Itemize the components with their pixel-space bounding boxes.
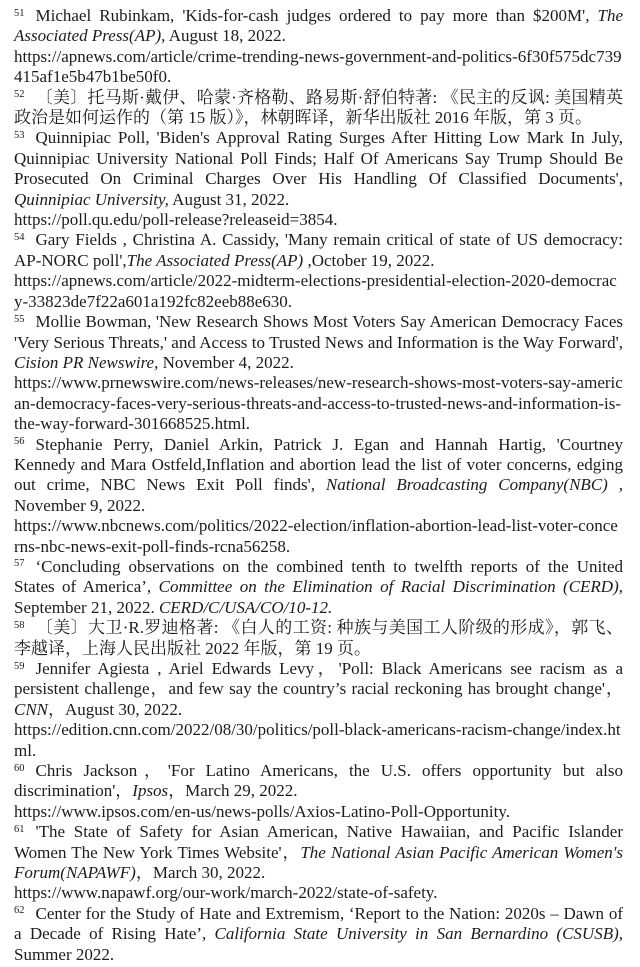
footnote-55 — [14, 312, 623, 434]
footnote-source-name: California State University in San Bernardino (CSUSB), — [214, 924, 623, 944]
footnote-text: Chris Jackson，'For Latino Americans, the U.S. offers opportunity but also discrimination'， — [14, 761, 623, 801]
footnote-source-name: Committee on the Elimination of Racial Discrimination (CERD), — [158, 577, 623, 597]
footnote-source-name: The Associated Press(AP) — [126, 250, 304, 270]
footnote-text: Gary Fields , Christina A. Cassidy, 'Many remain critical of state of US democracy: AP-NORC poll', — [14, 230, 623, 270]
footnote-text: 'The State of Safety for Asian American, Native Hawaiian, and Pacific Islander Women The New York Times Website'， — [14, 822, 623, 862]
footnote-number: 59 — [14, 660, 25, 672]
footnote-text: Quinnipiac Poll, 'Biden's Approval Rating Surges After Hitting Low Mark In July, Quinnipiac University National Poll Finds; Half Of Americans Say Trump Should Be Prosecuted On Criminal Charges Over His Handling Of Classified Documents', — [14, 128, 623, 189]
footnote-60 — [14, 761, 623, 822]
footnote-58 — [14, 618, 623, 659]
footnote-text: Michael Rubinkam, 'Kids-for-cash judges ordered to pay more than $200M', — [35, 6, 598, 25]
footnote-56 — [14, 435, 623, 557]
footnote-text: August 31, 2022. — [168, 189, 290, 209]
footnote-59 — [14, 659, 623, 761]
footnote-source-name: The National Asian Pacific American Women's Forum(NAPAWF) — [14, 842, 623, 883]
footnote-number: 52 — [14, 89, 25, 101]
footnote-51 — [14, 6, 623, 88]
footnote-source-name: National Broadcasting Company(NBC) — [325, 475, 608, 495]
footnote-number: 60 — [14, 762, 25, 774]
footnote-54 — [14, 230, 623, 312]
footnote-text: 〔美〕托马斯·戴伊、哈蒙·齐格勒、路易斯·舒伯特著: 《民主的反讽: 美国精英政治是如何运作的（第 15 版）》，林朝晖译，新华出版社 2016 年版，第 3 页。 — [14, 87, 623, 128]
footnote-url: https://apnews.com/article/2022-midterm-elections-presidential-election-2020-democracy-33823de7f22a601a192fc82eeb88e630. — [14, 271, 617, 311]
footnote-57 — [14, 557, 623, 618]
footnote-number: 61 — [14, 823, 25, 835]
footnote-number: 62 — [14, 905, 25, 917]
footnote-source-name: Quinnipiac University, — [14, 189, 169, 209]
footnote-number: 53 — [14, 129, 25, 141]
footnote-text: ，March 29, 2022. — [168, 781, 298, 801]
footnote-number: 51 — [14, 7, 25, 19]
footnote-source-name: CERD/C/USA/CO/10-12. — [158, 597, 333, 617]
footnote-52 — [14, 88, 623, 129]
footnote-53 — [14, 128, 623, 230]
footnotes-list — [14, 6, 623, 965]
footnote-url: https://poll.qu.edu/poll-release?releaseid=3854. — [14, 210, 338, 230]
footnote-text: ，March 30, 2022. — [135, 863, 266, 883]
footnote-number: 55 — [14, 313, 25, 325]
footnote-url: https://www.napawf.org/our-work/march-2022/state-of-safety. — [14, 883, 438, 903]
footnote-text: Mollie Bowman, 'New Research Shows Most Voters Say American Democracy Faces 'Very Serious Threats,' and Access to Trusted News and Information is the Way Forward', — [14, 312, 623, 352]
footnote-source-name: Ipsos — [132, 781, 169, 801]
footnote-number: 57 — [14, 558, 25, 570]
footnote-source-name: The Associated Press(AP), — [14, 6, 623, 46]
footnote-number: 56 — [14, 436, 25, 448]
footnote-text: ,October 19, 2022. — [303, 250, 435, 270]
footnote-text: Stephanie Perry, Daniel Arkin, Patrick J. Egan and Hannah Hartig, 'Courtney Kennedy and Mara Ostfeld,Inflation and abortion lead the list of voter concerns, edging out crime, NBC News Exit Poll finds', — [14, 434, 623, 495]
footnote-text: August 18, 2022. — [165, 26, 286, 46]
footnote-62 — [14, 904, 623, 965]
footnote-text: Center for the Study of Hate and Extremism, ‘Report to the Nation: 2020s – Dawn of a Decade of Rising Hate’, — [14, 903, 623, 944]
footnote-text: ‘Concluding observations on the combined tenth to twelfth reports of the United States of America’, — [14, 556, 623, 597]
footnote-url: https://edition.cnn.com/2022/08/30/politics/poll-black-americans-racism-change/index.html. — [14, 720, 621, 760]
footnote-text: November 4, 2022. — [158, 352, 294, 372]
footnote-text: Summer 2022. — [14, 944, 115, 964]
footnote-number: 58 — [14, 619, 25, 631]
footnote-text: , November 9, 2022. — [14, 475, 624, 515]
footnote-source-name: CNN — [14, 699, 49, 719]
footnote-url: https://www.ipsos.com/en-us/news-polls/Axios-Latino-Poll-Opportunity. — [14, 801, 510, 821]
footnote-text: September 21, 2022. — [14, 597, 159, 617]
footnote-source-name: Cision PR Newswire, — [14, 352, 159, 372]
footnote-url: https://apnews.com/article/crime-trending-news-government-and-politics-6f30f575dc739415af1e5b47b1be50f0. — [14, 46, 622, 87]
footnote-61 — [14, 822, 623, 904]
footnote-text: 〔美〕大卫·R.罗迪格著: 《白人的工资: 种族与美国工人阶级的形成》，郭飞、李越译，上海人民出版社 2022 年版，第 19 页。 — [14, 618, 623, 658]
footnote-number: 54 — [14, 231, 25, 243]
footnote-url: https://www.nbcnews.com/politics/2022-election/inflation-abortion-lead-list-voter-concerns-nbc-news-exit-poll-finds-rcna56258. — [14, 516, 618, 556]
footnote-text: Jennifer Agiesta , Ariel Edwards Levy，'Poll: Black Americans see racism as a persistent challenge，and few say the country’s racial reckoning has brought change'， — [14, 659, 623, 699]
footnote-text: ，August 30, 2022. — [48, 699, 183, 719]
footnote-url: https://www.prnewswire.com/news-releases/new-research-shows-most-voters-say-american-democracy-faces-very-serious-threats-and-access-to-trusted-news-and-information-is-the-way-forward-301668525.html. — [14, 373, 623, 434]
